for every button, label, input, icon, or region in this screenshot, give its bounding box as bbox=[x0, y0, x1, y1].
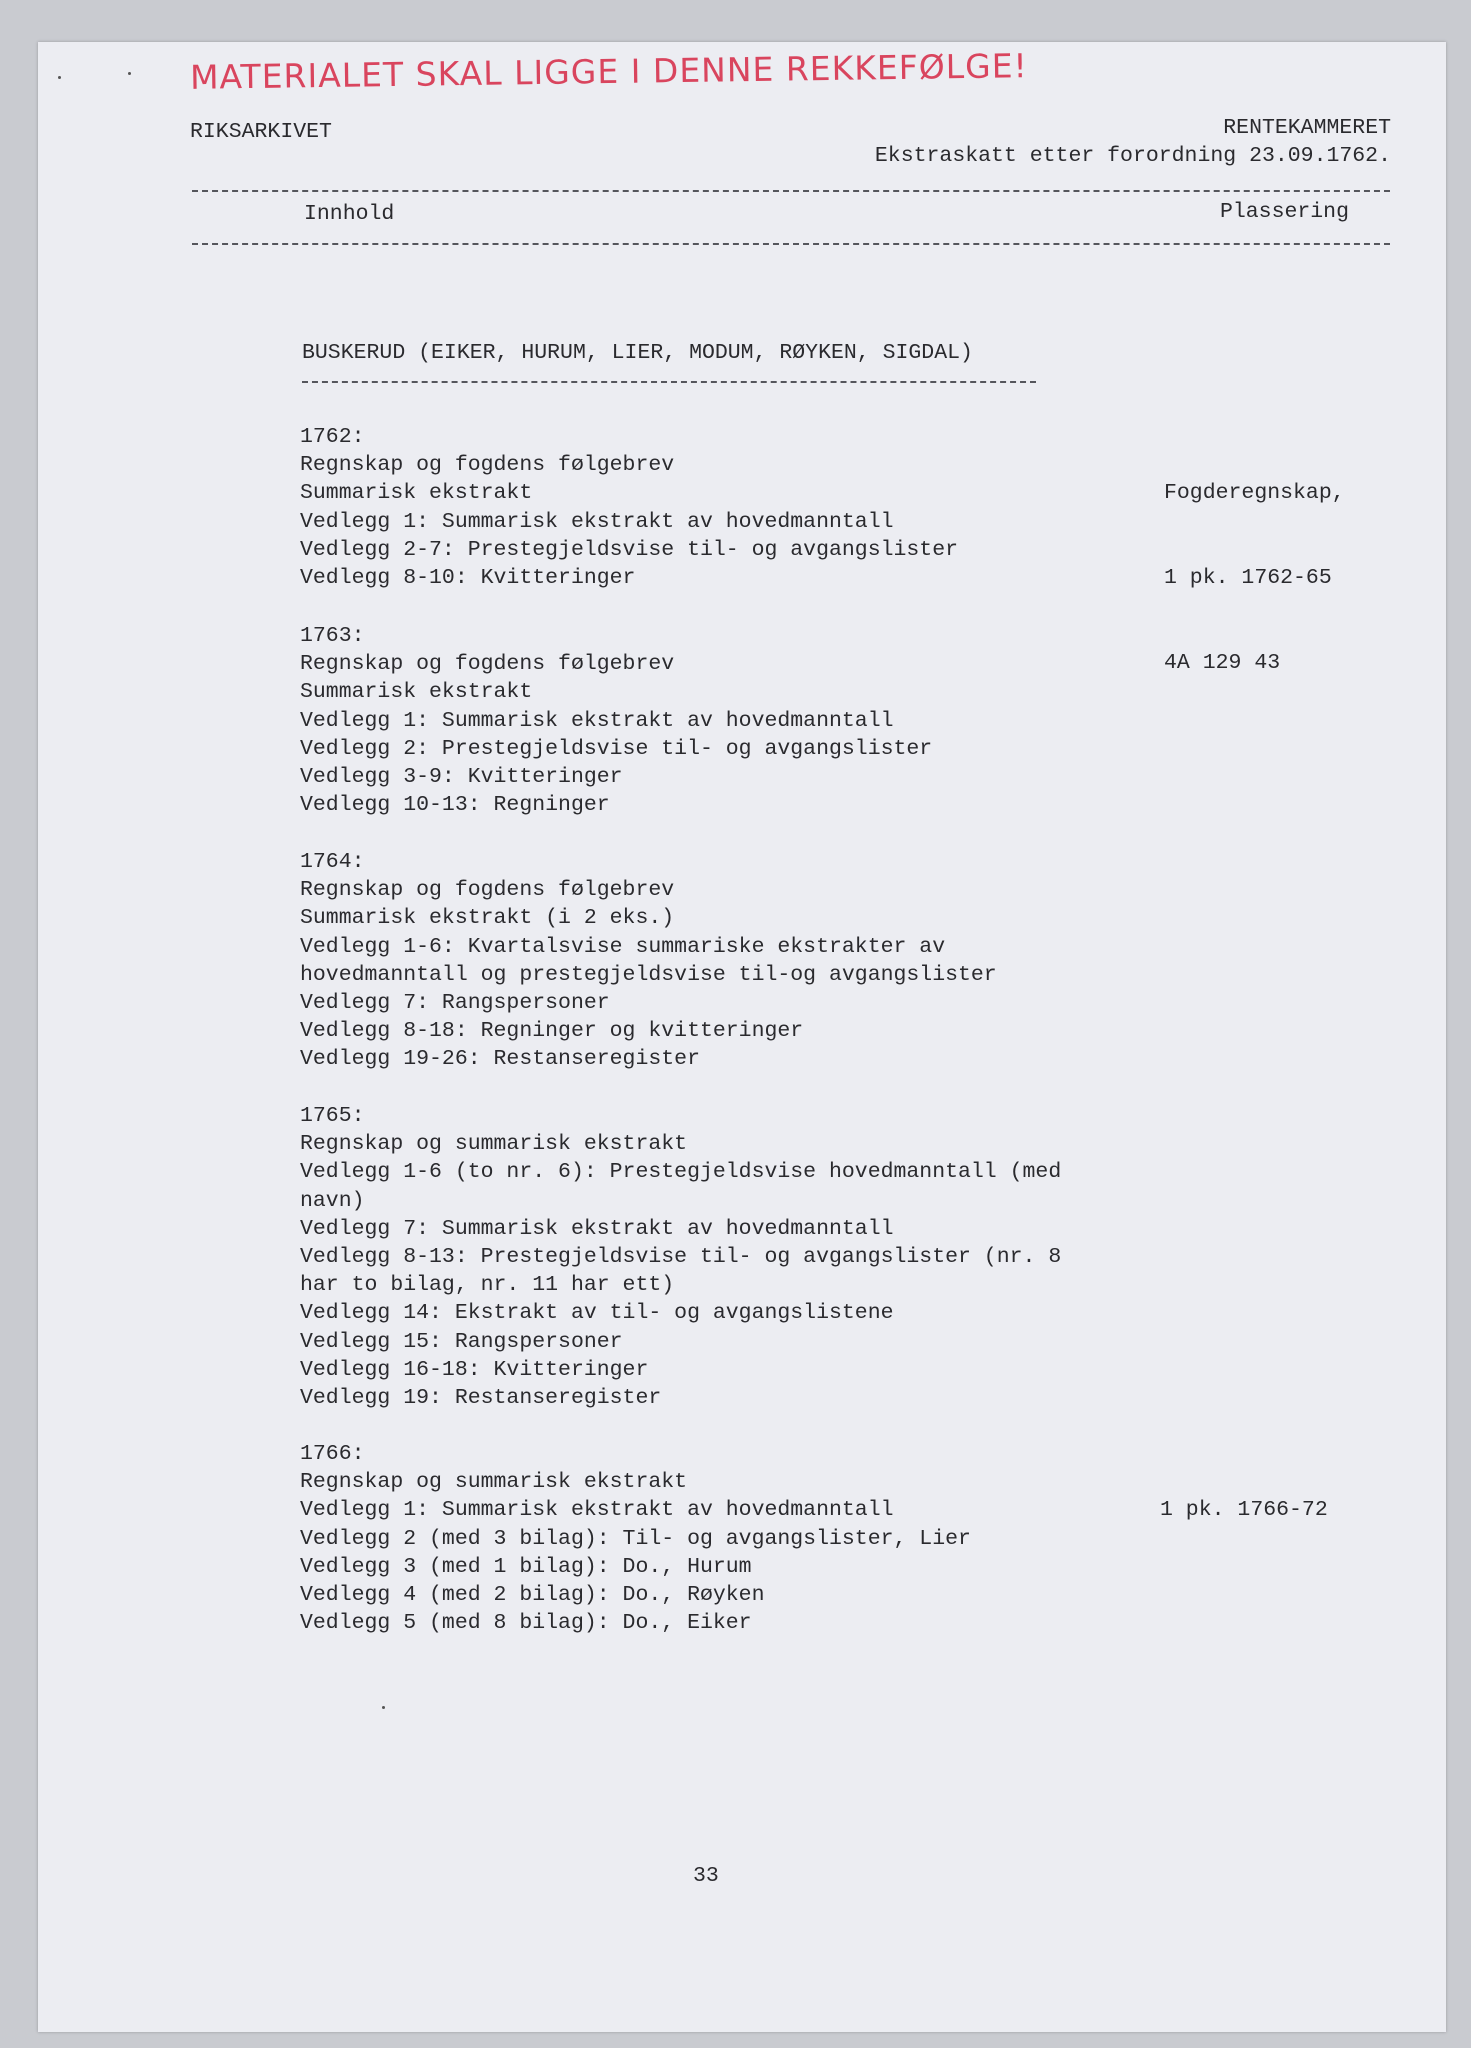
year-block-1764 bbox=[300, 848, 997, 1074]
year-block-1762 bbox=[300, 423, 958, 592]
section-underline bbox=[302, 381, 1036, 383]
document-subtitle: Ekstraskatt etter forordning 23.09.1762. bbox=[874, 144, 1391, 168]
year-block-1766 bbox=[300, 1440, 971, 1637]
placement-line: 1 pk. 1766-72 bbox=[1160, 1498, 1328, 1523]
list-item: 1766: bbox=[300, 1442, 365, 1466]
list-item: Vedlegg 8-18: Regninger og kvitteringer bbox=[300, 1019, 804, 1044]
office-name: RENTEKAMMERET bbox=[1223, 116, 1391, 140]
list-item: Vedlegg 4 (med 2 bilag): Do., Røyken bbox=[300, 1583, 765, 1608]
list-item: Vedlegg 19: Restanseregister bbox=[300, 1386, 662, 1411]
list-item: Vedlegg 2: Prestegjeldsvise til- og avgangslister bbox=[300, 736, 933, 761]
year-block-1763 bbox=[300, 622, 932, 819]
list-item: Vedlegg 19-26: Restanseregister bbox=[300, 1047, 700, 1072]
list-item: 1765: bbox=[300, 1104, 365, 1128]
list-item: Vedlegg 8-10: Kvitteringer bbox=[300, 566, 636, 591]
list-item: Regnskap og fogdens følgebrev bbox=[300, 652, 675, 677]
list-item: Vedlegg 15: Rangspersoner bbox=[300, 1329, 623, 1354]
list-item: Vedlegg 1: Summarisk ekstrakt av hovedmanntall bbox=[300, 708, 894, 733]
header-divider-top bbox=[192, 190, 1390, 192]
placement-1762 bbox=[1164, 423, 1345, 705]
list-item: Summarisk ekstrakt bbox=[300, 680, 533, 705]
list-item: Vedlegg 16-18: Kvitteringer bbox=[300, 1357, 649, 1382]
archive-name: RIKSARKIVET bbox=[190, 120, 332, 144]
placement-line: 4A 129 43 bbox=[1164, 650, 1281, 675]
list-item: Vedlegg 2 (med 3 bilag): Til- og avgangslister, Lier bbox=[300, 1526, 971, 1551]
list-item: navn) bbox=[300, 1188, 365, 1213]
list-item: Vedlegg 2-7: Prestegjeldsvise til- og avgangslister bbox=[300, 537, 959, 562]
list-item: Vedlegg 3 (med 1 bilag): Do., Hurum bbox=[300, 1554, 752, 1579]
scan-speck bbox=[382, 1706, 385, 1709]
scan-speck bbox=[58, 76, 61, 79]
scan-speck bbox=[128, 72, 131, 75]
placement-line: Fogderegnskap, bbox=[1164, 481, 1345, 506]
page-number: 33 bbox=[693, 1864, 719, 1888]
list-item: har to bilag, nr. 11 har ett) bbox=[300, 1273, 675, 1298]
list-item: Vedlegg 14: Ekstrakt av til- og avgangslistene bbox=[300, 1301, 894, 1326]
list-item: Regnskap og fogdens følgebrev bbox=[300, 878, 675, 903]
list-item: Vedlegg 1-6 (to nr. 6): Prestegjeldsvise hovedmanntall (med bbox=[300, 1160, 1062, 1185]
placement-line: 1 pk. 1762-65 bbox=[1164, 566, 1332, 591]
list-item: Regnskap og summarisk ekstrakt bbox=[300, 1132, 688, 1157]
list-item: Regnskap og fogdens følgebrev bbox=[300, 453, 675, 478]
list-item: Vedlegg 3-9: Kvitteringer bbox=[300, 765, 623, 790]
list-item: Vedlegg 1: Summarisk ekstrakt av hovedmanntall bbox=[300, 1498, 894, 1523]
list-item: 1763: bbox=[300, 624, 365, 648]
handwritten-note: MATERIALET SKAL LIGGE I DENNE REKKEFØLGE! bbox=[189, 46, 1029, 97]
list-item: Vedlegg 7: Summarisk ekstrakt av hovedmanntall bbox=[300, 1216, 894, 1241]
section-title: BUSKERUD (EIKER, HURUM, LIER, MODUM, RØYKEN, SIGDAL) bbox=[302, 341, 973, 365]
column-header-content: Innhold bbox=[304, 202, 395, 226]
list-item: Regnskap og summarisk ekstrakt bbox=[300, 1470, 688, 1495]
list-item: Vedlegg 8-13: Prestegjeldsvise til- og avgangslister (nr. 8 bbox=[300, 1245, 1062, 1270]
list-item: Vedlegg 7: Rangspersoner bbox=[300, 991, 610, 1016]
list-item: Vedlegg 10-13: Regninger bbox=[300, 793, 610, 818]
list-item: 1762: bbox=[300, 425, 365, 449]
placement-1766 bbox=[1160, 1440, 1328, 1553]
list-item: Vedlegg 1-6: Kvartalsvise summariske ekstrakter av bbox=[300, 934, 946, 959]
header-divider-bottom bbox=[192, 243, 1390, 245]
list-item: Vedlegg 5 (med 8 bilag): Do., Eiker bbox=[300, 1611, 752, 1636]
list-item: hovedmanntall og prestegjeldsvise til-og avgangslister bbox=[300, 962, 997, 987]
column-header-location: Plassering bbox=[1219, 200, 1349, 224]
list-item: 1764: bbox=[300, 850, 365, 874]
year-block-1765 bbox=[300, 1102, 1061, 1412]
list-item: Summarisk ekstrakt (i 2 eks.) bbox=[300, 906, 675, 931]
list-item: Vedlegg 1: Summarisk ekstrakt av hovedmanntall bbox=[300, 509, 894, 534]
list-item: Summarisk ekstrakt bbox=[300, 481, 533, 506]
